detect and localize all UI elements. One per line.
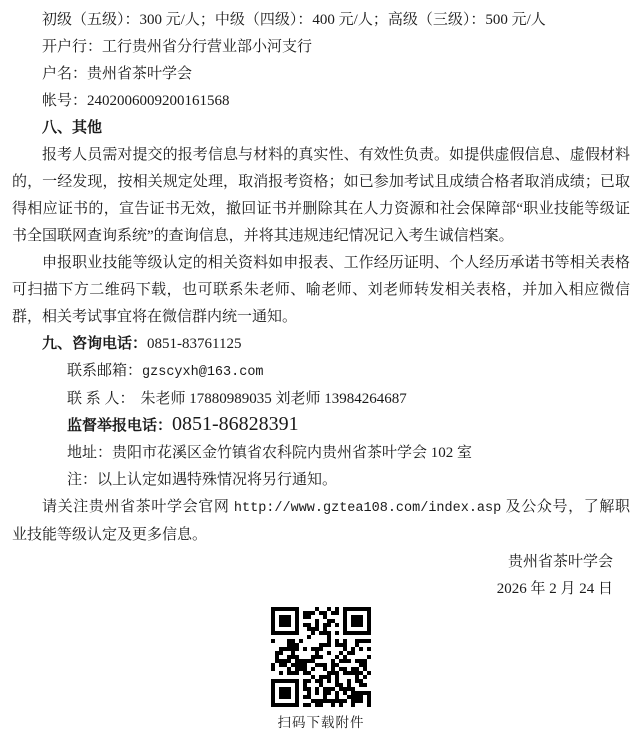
supervision-phone-line [67, 413, 630, 440]
qr-caption: 扫码下载附件 [277, 715, 365, 730]
qr-code-image [271, 607, 371, 707]
email-label: 联系邮箱： [67, 363, 143, 379]
signature-org: 贵州省茶叶学会 [507, 554, 613, 570]
account-name-line: 户名：贵州省茶叶学会 [42, 66, 193, 82]
fee-line: 初级（五级）：300 元/人；中级（四级）：400 元/人；高级（三级）：500 元/人 [42, 12, 546, 28]
contact-person-names: 朱老师 17880989035 刘老师 13984264687 [140, 391, 407, 407]
section-other-paragraph-1: 报考人员需对提交的报考信息与材料的真实性、有效性负责。如提供虚假信息、虚假材料的，一经发现，按相关规定处理，取消报考资格；如已参加考试且成绩合格者取消成绩；已取得相应证书的，宣告证书无效，撤回证书并删除其在人力资源和社会保障部“职业技能等级证书全国联网查询系统”的查询信息，并将其违规违纪情况记入考生诚信档案。 [12, 147, 630, 244]
note-line: 注：以上认定如遇特殊情况将另行通知。 [67, 472, 338, 488]
consult-phone-line [12, 331, 630, 358]
account-number-line: 帐号：2402006009200161568 [42, 93, 230, 109]
website-text-prefix: 请关注贵州省茶叶学会官网 [42, 499, 234, 515]
qr-attachment-block [12, 607, 630, 733]
website-text-suffix: 及公众号，了解职业技能等级认定及更多信息。 [12, 499, 630, 543]
contact-person-label: 联 系 人： [67, 391, 135, 407]
section-other-paragraph-2: 申报职业技能等级认定的相关资料如申报表、工作经历证明、个人经历承诺书等相关表格可扫描下方二维码下载，也可联系朱老师、喻老师、刘老师转发相关表格，并加入相应微信群，相关考试事宜将在微信群内统一通知。 [12, 255, 630, 325]
section-other-heading: 八、其他 [42, 120, 103, 136]
email-line [67, 358, 630, 386]
email-address: gzscyxh@163.com [142, 365, 264, 380]
contact-person-line [67, 386, 630, 413]
website-paragraph [12, 494, 630, 549]
supervision-phone-number: 0851-86828391 [172, 413, 299, 435]
signature-date: 2026 年 2 月 24 日 [496, 581, 613, 597]
website-url: http://www.gztea108.com/index.asp [233, 501, 502, 516]
consult-phone-number: 0851-83761125 [147, 336, 242, 352]
supervision-phone-label: 监督举报电话： [67, 418, 173, 434]
consult-phone-label: 九、咨询电话： [42, 336, 148, 352]
address-line: 地址：贵阳市花溪区金竹镇省农科院内贵州省茶叶学会 102 室 [67, 445, 473, 461]
bank-line: 开户行：工行贵州省分行营业部小河支行 [42, 39, 313, 55]
